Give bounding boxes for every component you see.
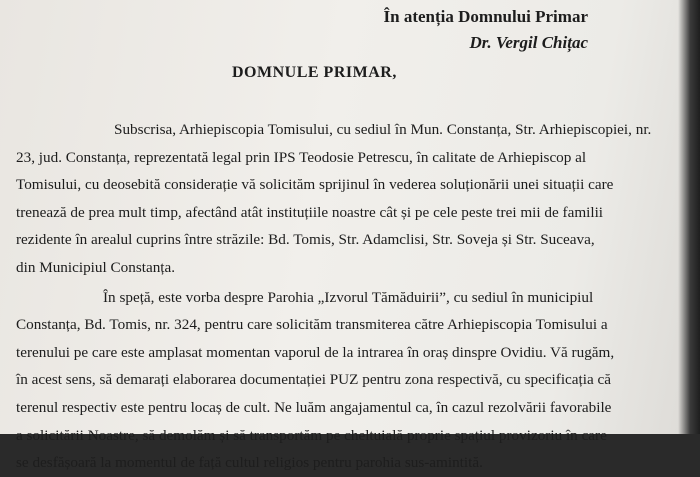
text-line: În speță, este vorba despre Parohia „Izvorul Tămăduirii”, cu sediul în municipiul: [103, 288, 594, 306]
text-line: 23, jud. Constanța, reprezentată legal prin IPS Teodosie Petrescu, în calitate de Arhiepiscop al: [16, 148, 587, 166]
letter-body: [16, 116, 656, 477]
text-line: trenează de prea mult timp, afectând atât instituțiile noastre cât și pe cele peste trei mii de familii: [16, 203, 604, 221]
text-line: se desfășoară la momentul de față cultul religios pentru parohia sus-amintită.: [16, 454, 483, 472]
addressee-block: [384, 4, 588, 56]
page-edge-shadow: [678, 0, 700, 434]
text-line: Constanța, Bd. Tomis, nr. 324, pentru care solicităm transmiterea către Arhiepiscopia Tomisului a: [16, 316, 608, 334]
text-line: din Municipiul Constanța.: [16, 258, 176, 276]
text-line: rezidente în arealul cuprins între străzile: Bd. Tomis, Str. Adamclisi, Str. Soveja și Str. Suceava,: [16, 231, 595, 249]
paragraph-1: [16, 116, 656, 282]
text-line: în acest sens, să demarați elaborarea documentației PUZ pentru zona respectivă, cu specificația că: [16, 371, 611, 389]
text-line: terenului pe care este amplasat momentan vaporul de la intrarea în oraș dinspre Ovidiu. Vă rugăm,: [16, 343, 615, 361]
attention-line: În atenția Domnului Primar: [383, 7, 588, 26]
paragraph-2: [16, 284, 656, 477]
text-line: a solicitării Noastre, să demolăm și să transportăm pe cheltuială proprie spațiul provizoriu în care: [16, 426, 607, 444]
text-line: Tomisului, cu deosebită considerație vă solicităm sprijinul în vederea soluționării unei situații care: [16, 176, 614, 194]
recipient-name: Dr. Vergil Chițac: [469, 33, 588, 52]
salutation: DOMNULE PRIMAR,: [232, 64, 397, 81]
text-line: terenul respectiv este pentru locaș de cult. Ne luăm angajamentul ca, în cazul rezolvării favorabile: [16, 398, 612, 416]
text-line: Subscrisa, Arhiepiscopia Tomisului, cu sediul în Mun. Constanța, Str. Arhiepiscopiei, nr.: [114, 121, 652, 138]
